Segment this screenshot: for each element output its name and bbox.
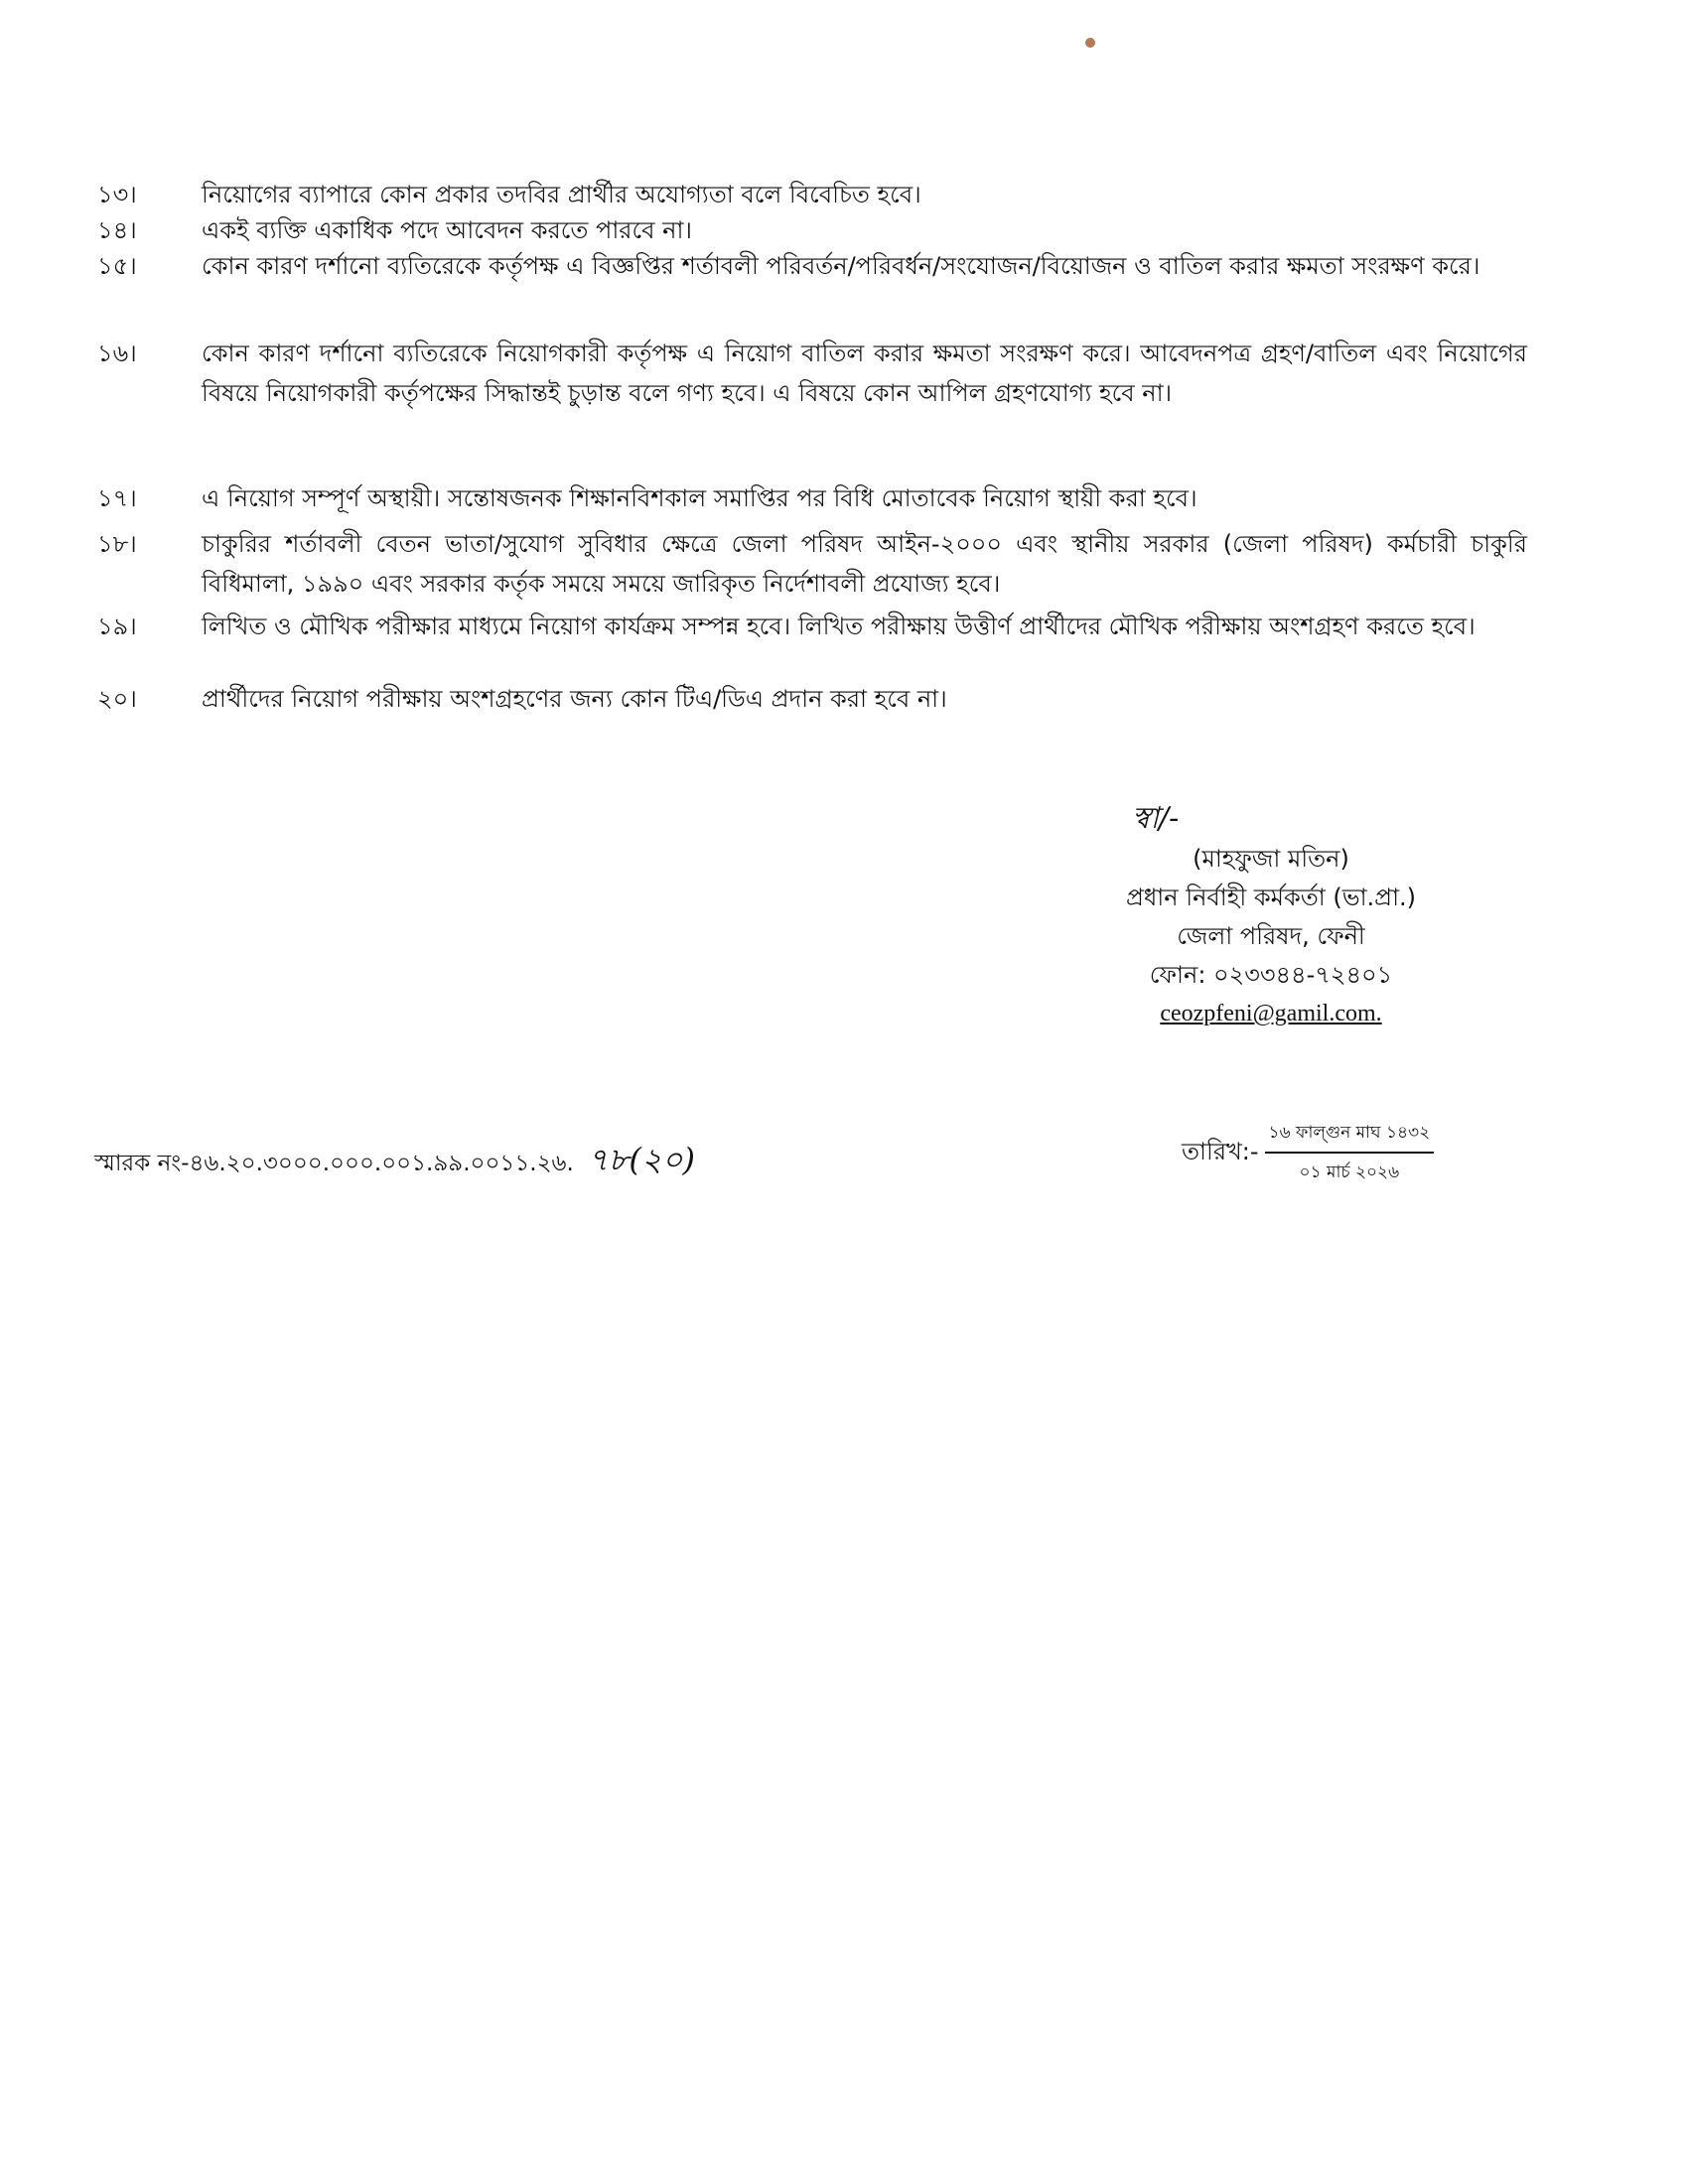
- clause-14: [97, 210, 1527, 250]
- clause-text: একই ব্যক্তি একাধিক পদে আবেদন করতে পারবে না।: [202, 216, 692, 244]
- clause-text: প্রার্থীদের নিয়োগ পরীক্ষায় অংশগ্রহণের জন্য কোন টিএ/ডিএ প্রদান করা হবে না।: [202, 685, 947, 713]
- date-gregorian: ০১ মার্চ ২০২৬: [1299, 1162, 1400, 1182]
- clause-number: ১৩।: [97, 181, 137, 208]
- date-block: [1182, 1120, 1434, 1187]
- memo-number: [94, 1135, 695, 1188]
- signature-block: [1072, 840, 1470, 1033]
- date-bangla: ১৬ ফাল্গুন মাঘ ১৪৩২: [1265, 1120, 1435, 1154]
- memo-label: স্মারক নং-৪৬.২০.৩০০০.০০০.০০১.৯৯.০০১১.২৬.: [94, 1151, 574, 1176]
- clause-text: লিখিত ও মৌখিক পরীক্ষার মাধ্যমে নিয়োগ কার্যক্রম সম্পন্ন হবে। লিখিত পরীক্ষায় উত্তীর্ণ প্রার্থীদের মৌখিক পরীক্ষায় অংশগ্রহণ করতে হবে।: [202, 613, 1476, 640]
- paper-speck: [1085, 38, 1095, 48]
- clause-text: এ নিয়োগ সম্পূর্ণ অস্থায়ী। সন্তোষজনক শিক্ষানবিশকাল সমাপ্তির পর বিধি মোতাবেক নিয়োগ স্থায়ী করা হবে।: [202, 484, 1197, 512]
- clause-19: [97, 607, 1527, 646]
- clause-text: কোন কারণ দর্শানো ব্যতিরেকে নিয়োগকারী কর্তৃপক্ষ এ নিয়োগ বাতিল করার ক্ষমতা সংরক্ষণ করে। আবেদনপত্র গ্রহণ/বাতিল এবং নিয়োগের বিষয়ে নিয়োগকারী কর্তৃপক্ষের সিদ্ধান্তই চুড়ান্ত বলে গণ্য হবে। এ বিষয়ে কোন আপিল গ্রহণযোগ্য হবে না।: [202, 340, 1527, 407]
- clause-number: ১৮।: [97, 530, 137, 558]
- handwritten-signature: স্বা/-: [1132, 801, 1180, 836]
- clause-number: ১৪।: [97, 216, 137, 244]
- clause-number: ১৫।: [97, 252, 137, 280]
- signatory-designation: প্রধান নির্বাহী কর্মকর্তা (ভা.প্রা.): [1125, 884, 1417, 911]
- clause-13: [97, 175, 1527, 214]
- signatory-name: (মাহফুজা মতিন): [1193, 845, 1349, 873]
- clause-number: ১৯।: [97, 613, 137, 640]
- signatory-phone: ফোন: ০২৩৩৪৪-৭২৪০১: [1149, 961, 1393, 989]
- clause-text: নিয়োগের ব্যাপারে কোন প্রকার তদবির প্রার্থীর অযোগ্যতা বলে বিবেচিত হবে।: [202, 181, 921, 208]
- clause-15: [97, 246, 1527, 286]
- clause-text: চাকুরির শর্তাবলী বেতন ভাতা/সুযোগ সুবিধার ক্ষেত্রে জেলা পরিষদ আইন-২০০০ এবং স্থানীয় সরকার (জেলা পরিষদ) কর্মচারী চাকুরি বিধিমালা, ১৯৯০ এবং সরকার কর্তৃক সময়ে সময়ে জারিকৃত নির্দেশাবলী প্রযোজ্য হবে।: [202, 530, 1527, 598]
- signatory-email[interactable]: ceozpfeni@gamil.com.: [1160, 1001, 1382, 1026]
- clause-16: [97, 334, 1527, 413]
- memo-handwritten: ৭৮(২০): [587, 1141, 695, 1178]
- date-label: তারিখ:-: [1182, 1138, 1259, 1165]
- clause-20: [97, 679, 1527, 719]
- clause-18: [97, 524, 1527, 604]
- clause-17: [97, 478, 1527, 518]
- signatory-office: জেলা পরিষদ, ফেনী: [1177, 922, 1365, 950]
- clause-number: ২০।: [97, 685, 137, 713]
- clause-number: ১৬।: [97, 340, 137, 367]
- clause-text: কোন কারণ দর্শানো ব্যতিরেকে কর্তৃপক্ষ এ বিজ্ঞপ্তির শর্তাবলী পরিবর্তন/পরিবর্ধন/সংযোজন/বিয়োজন ও বাতিল করার ক্ষমতা সংরক্ষণ করে।: [202, 252, 1480, 280]
- clause-number: ১৭।: [97, 484, 137, 512]
